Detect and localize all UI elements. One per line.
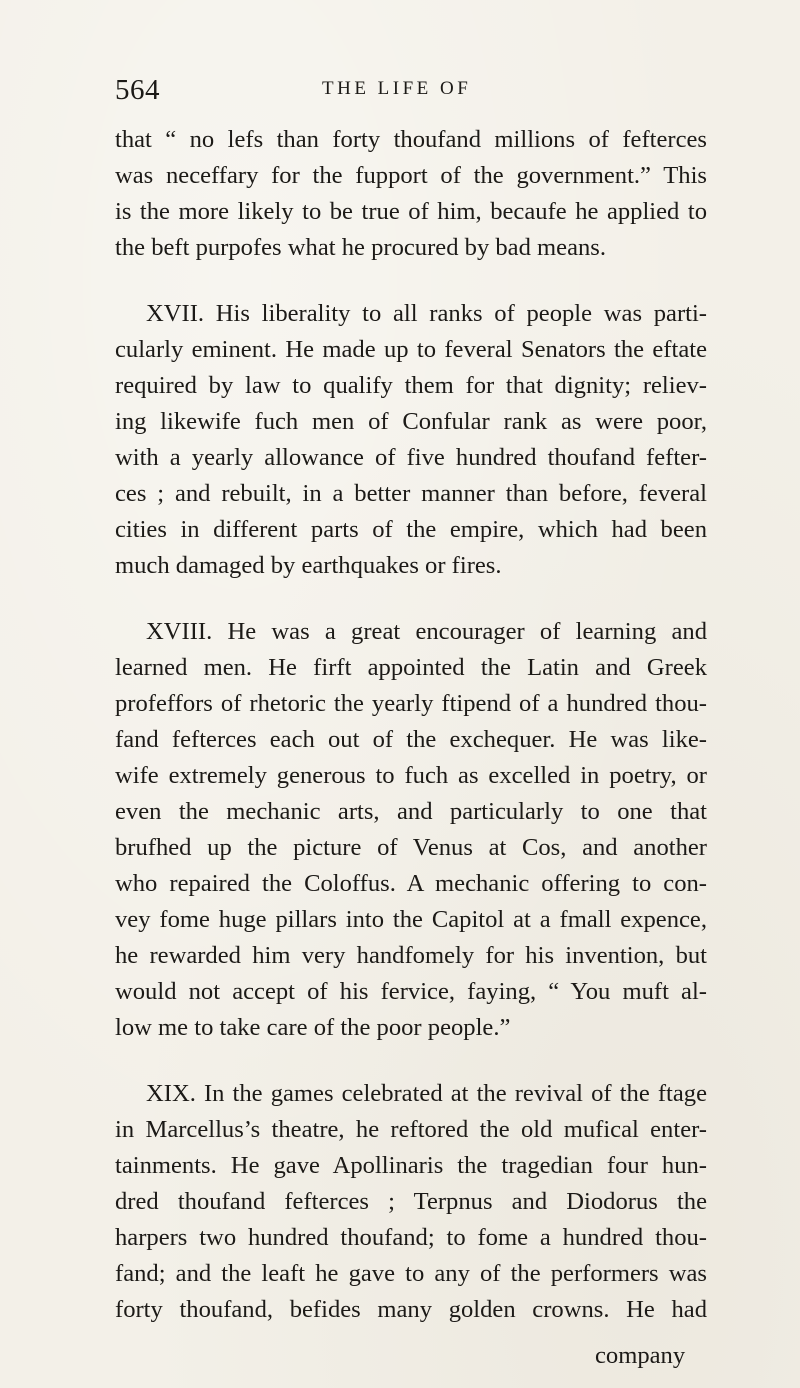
text-line: wife extremely generous to fuch as excelled in poetry, or [115,762,707,789]
page-header [115,72,705,112]
paragraph-gap [115,1046,707,1076]
body-text [115,122,707,1328]
text-line: much damaged by earthquakes or fires. [115,552,502,579]
paragraph-gap [115,584,707,614]
text-line: would not accept of his fervice, faying, “ You muft al- [115,978,707,1005]
text-line: required by law to qualify them for that dignity; reliev- [115,372,707,399]
text-line: profeffors of rhetoric the yearly ftipend of a hundred thou- [115,690,707,717]
catchword: company [595,1342,686,1369]
running-head: THE LIFE OF [322,78,472,99]
text-line: the beft purpofes what he procured by bad means. [115,234,607,261]
text-line: was neceffary for the fupport of the government.” This [115,162,707,189]
text-line: cities in different parts of the empire, which had been [115,516,707,543]
text-line: dred thoufand fefterces ; Terpnus and Diodorus the [115,1188,707,1215]
paragraph-xviii [115,614,707,1046]
paragraph-gap [115,266,707,296]
paragraph-xvii [115,296,707,584]
text-line: ces ; and rebuilt, in a better manner than before, feveral [115,480,707,507]
text-line: fand; and the leaft he gave to any of the performers was [115,1260,707,1287]
text-line: ing likewife fuch men of Confular rank as were poor, [115,408,707,435]
text-line: in Marcellus’s theatre, he reftored the old mufical enter- [115,1116,707,1143]
text-line: forty thoufand, befides many golden crowns. He had [115,1296,707,1323]
text-line: who repaired the Coloffus. A mechanic offering to con- [115,870,707,897]
text-line: vey fome huge pillars into the Capitol at a fmall expence, [115,906,707,933]
text-line: XVII. His liberality to all ranks of people was parti- [146,300,707,327]
text-line: XVIII. He was a great encourager of learning and [146,618,707,645]
text-line: brufhed up the picture of Venus at Cos, and another [115,834,707,861]
text-line: low me to take care of the poor people.” [115,1014,511,1041]
text-line: fand fefterces each out of the exchequer. He was like- [115,726,707,753]
text-line: is the more likely to be true of him, becaufe he applied to [115,198,707,225]
text-line: cularly eminent. He made up to feveral Senators the eftate [115,336,707,363]
text-line: that “ no lefs than forty thoufand millions of fefterces [115,126,707,153]
paragraph-xix [115,1076,707,1328]
text-line: learned men. He firft appointed the Latin and Greek [115,654,707,681]
text-line: he rewarded him very handfomely for his invention, but [115,942,707,969]
page-number: 564 [115,74,160,106]
text-line: even the mechanic arts, and particularly to one that [115,798,707,825]
text-line: XIX. In the games celebrated at the revival of the ftage [146,1080,707,1107]
text-line: harpers two hundred thoufand; to fome a hundred thou- [115,1224,707,1251]
text-line: tainments. He gave Apollinaris the tragedian four hun- [115,1152,707,1179]
text-line: with a yearly allowance of five hundred thoufand fefter- [115,444,707,471]
paragraph-intro [115,122,707,266]
